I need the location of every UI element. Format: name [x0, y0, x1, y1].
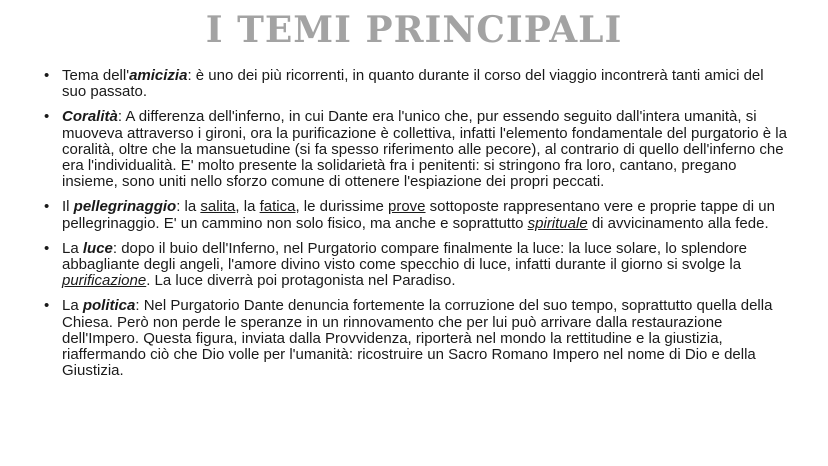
bullet-keyword: amicizia [129, 67, 188, 84]
bullet-coralita [44, 109, 790, 190]
bullet-text: La [62, 297, 83, 315]
underlined-word: fatica [259, 198, 296, 216]
bullet-text: , le durissime [295, 198, 388, 216]
bullet-keyword: politica [82, 297, 136, 315]
bullet-text: . La luce diverrà poi protagonista nel Paradiso. [146, 272, 456, 290]
underlined-word: salita [200, 198, 236, 216]
bullet-keyword: pellegrinaggio [73, 198, 177, 216]
bullet-text: : è uno dei più ricorrenti, in quanto durante il corso del viaggio incontrerà tanti amici del suo passato. [62, 67, 764, 101]
bullet-text: di avvicinamento alla fede. [587, 214, 769, 232]
underlined-word: prove [387, 198, 426, 216]
bullet-text: Tema dell' [62, 67, 130, 84]
bullet-text: : dopo il buio dell'Inferno, nel Purgatorio compare finalmente la luce: la luce solare, lo splendore abbagliante degli angeli, l'amore divino visto come specchio di luce, infatti durante il giorno si svolge la [62, 239, 747, 274]
bullet-luce [44, 241, 790, 290]
slide-title: I TEMI PRINCIPALI [205, 9, 623, 51]
bullet-text: sottoposte rappresentano vere e proprie tappe di un pellegrinaggio. E' un cammino non solo fisico, ma anche e soprattutto [62, 198, 775, 232]
bullet-list [44, 68, 790, 388]
bullet-keyword: luce [82, 239, 113, 257]
bullet-text: Il [62, 198, 74, 216]
bullet-politica [44, 298, 790, 379]
bullet-text: : A differenza dell'inferno, in cui Dante era l'unico che, pur essendo seguito dall'intera umanità, si muoveva attraverso i gironi, ora la purificazione è collettiva, infatti l'elemento fondamentale del purgatorio è la coralità, oltre che la mansuetudine (si fa spesso riferimento alle pecore), al contrario di quello dell'inferno che era l'individualità. E' molto presente la solidarietà fra i penitenti: si stringono fra loro, cantano, pregano insieme, sono uniti nello sforzo comune di ottenere l'espiazione dei propri peccati. [62, 108, 787, 191]
bullet-text: , la [235, 198, 260, 216]
bullet-amicizia [44, 68, 790, 100]
bullet-text: : Nel Purgatorio Dante denuncia fortemente la corruzione del suo tempo, soprattutto quella della Chiesa. Però non perde le speranze in un rinnovamento che per lui può arrivare dalla restaurazione dell'Impero. Questa figura, inviata dalla Provvidenza, riporterà nel mondo la rettitudine e la giustizia, riaffermando ciò che Dio volle per l'umanità: ricostruire un Sacro Romano Impero nel nome di Dio e della Giustizia. [62, 297, 773, 380]
bullet-text: La [62, 239, 83, 257]
bullet-pellegrinaggio [44, 199, 790, 231]
bullet-text: : la [176, 198, 201, 216]
emphasized-word: spirituale [527, 214, 588, 232]
bullet-keyword: Coralità [62, 108, 118, 126]
emphasized-word: purificazione [62, 272, 147, 290]
